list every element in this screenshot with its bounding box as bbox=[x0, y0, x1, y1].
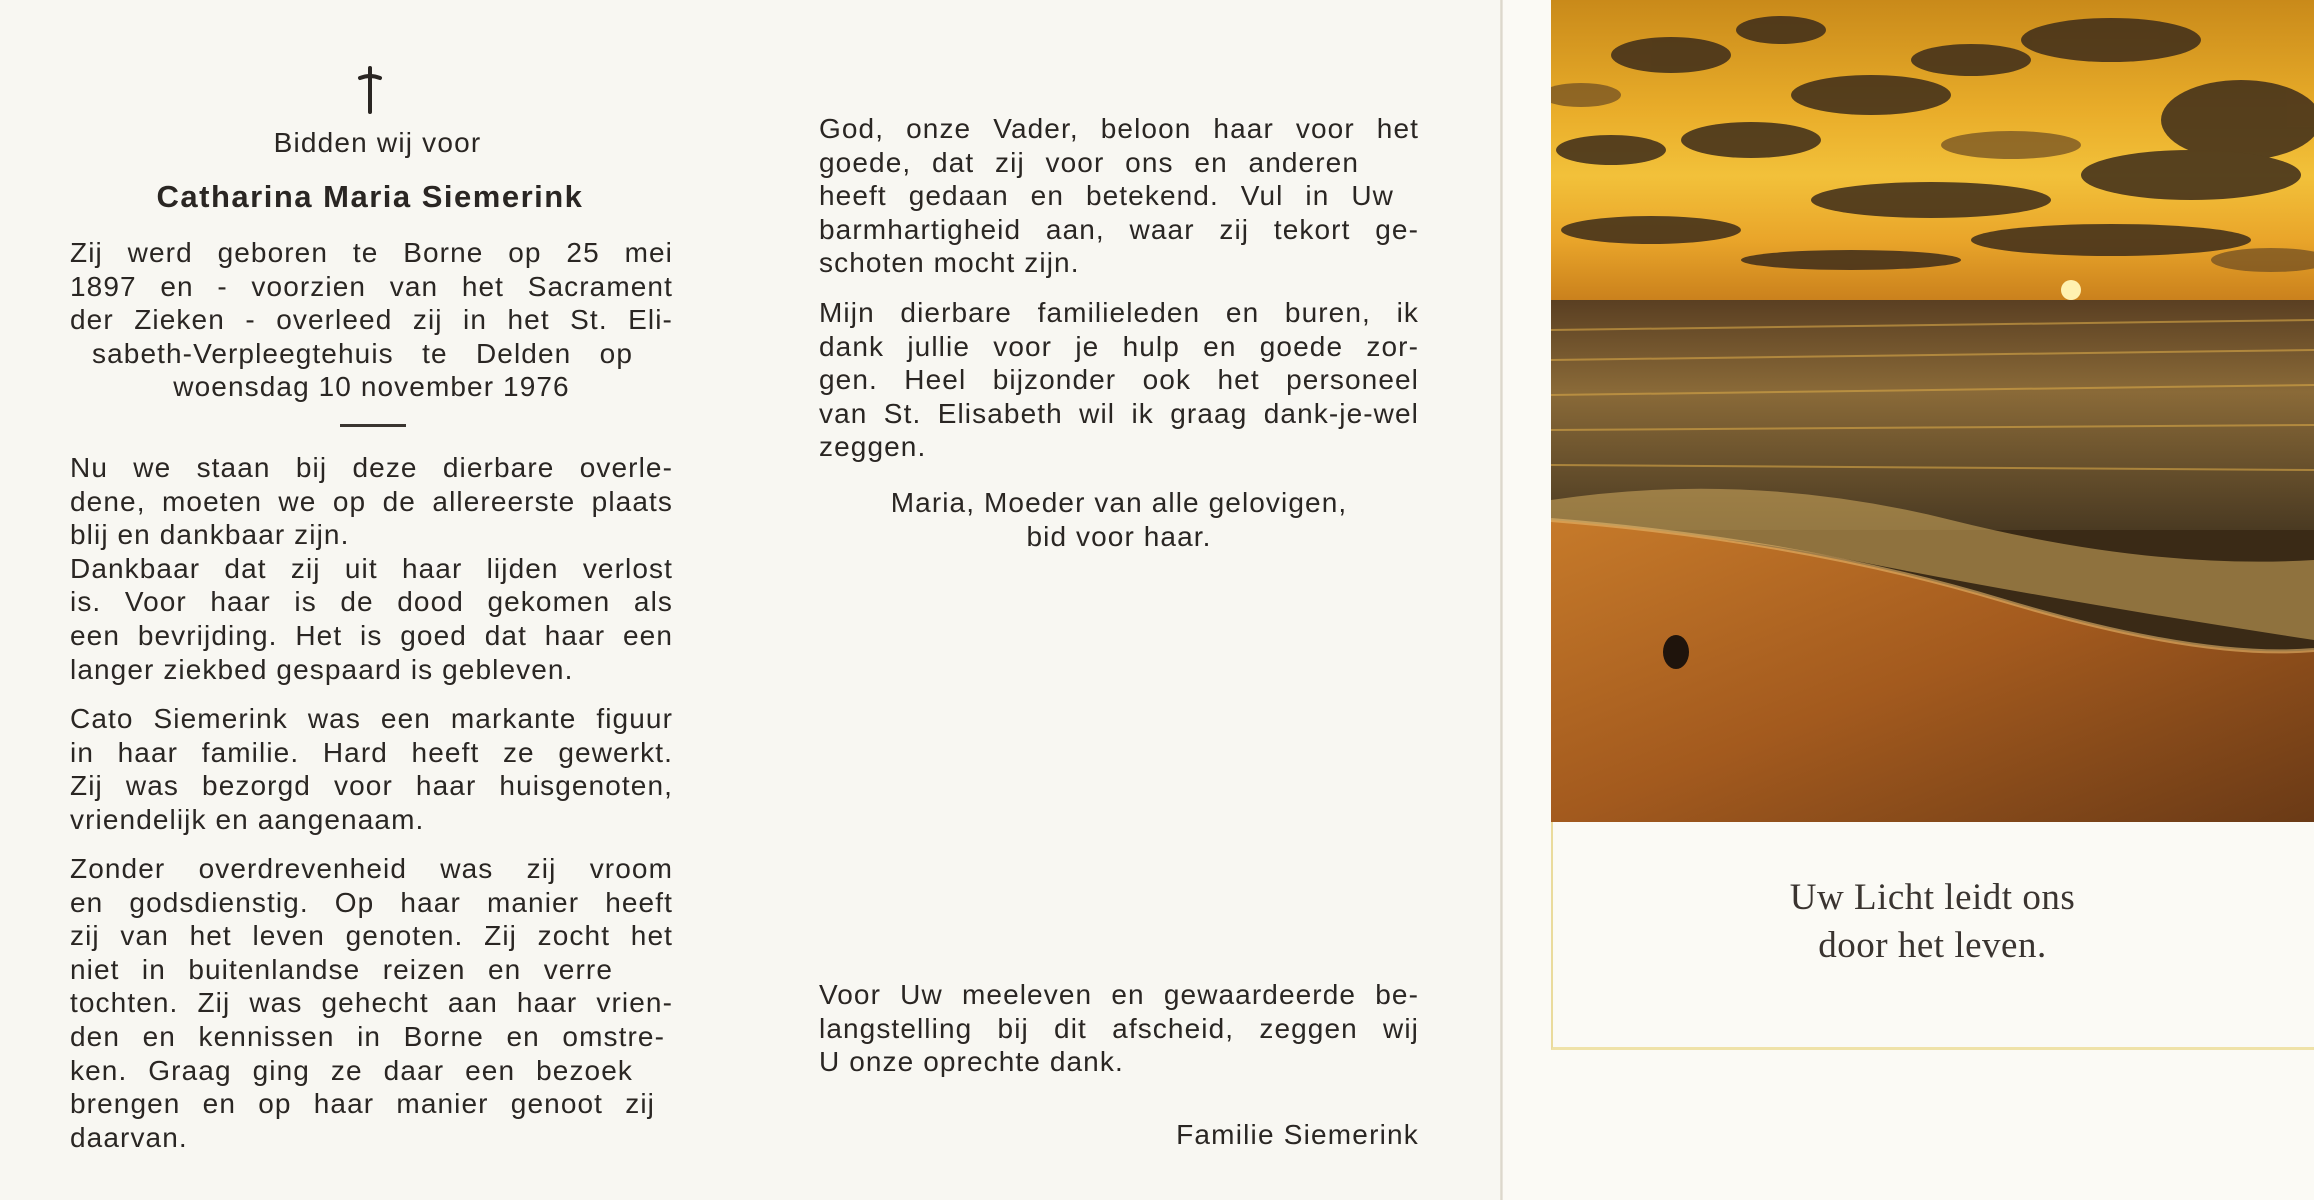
birth-line: Zij werd geboren te Borne op 25 mei bbox=[70, 237, 673, 268]
divider-rule bbox=[340, 424, 406, 427]
text-line: gen. Heel bijzonder ook het personeel bbox=[819, 364, 1419, 396]
death-date-line: woensdag 10 november 1976 bbox=[173, 371, 570, 403]
text-line: God, onze Vader, beloon haar voor het bbox=[819, 113, 1419, 144]
text-line: tochten. Zij was gehecht aan haar vrien- bbox=[70, 987, 673, 1019]
text-line: Maria, Moeder van alle gelovigen, bbox=[890, 487, 1348, 518]
text-line: niet in buitenlandse reizen en verre bbox=[70, 953, 613, 985]
text-line: langer ziekbed gespaard is gebleven. bbox=[70, 653, 574, 685]
text-line: Dankbaar dat zij uit haar lijden verlost bbox=[70, 552, 673, 584]
text-line: brengen en op haar manier genoot zij bbox=[70, 1088, 655, 1120]
paragraph-3 bbox=[70, 852, 673, 1154]
text-line: zeggen. bbox=[819, 431, 927, 463]
birth-death-paragraph bbox=[70, 236, 673, 404]
middle-panel bbox=[755, 0, 1500, 1200]
text-line: Nu we staan bij deze dierbare overle- bbox=[70, 452, 673, 483]
thanks-paragraph bbox=[819, 296, 1419, 464]
text-line: een bevrijding. Het is goed dat haar een bbox=[70, 619, 673, 651]
signature: Familie Siemerink bbox=[1176, 1119, 1419, 1150]
text-line: en godsdienstig. Op haar manier heeft bbox=[70, 886, 673, 918]
text-line: Voor Uw meeleven en gewaardeerde be- bbox=[819, 979, 1419, 1010]
text-line: Cato Siemerink was een markante figuur bbox=[70, 703, 673, 734]
birth-line: sabeth-Verpleegtehuis te Delden op bbox=[92, 337, 633, 369]
prayer-paragraph bbox=[819, 112, 1419, 280]
text-line: blij en dankbaar zijn. bbox=[70, 519, 350, 551]
text-line: barmhartigheid aan, waar zij tekort ge- bbox=[819, 213, 1419, 245]
text-line: bid voor haar. bbox=[1026, 520, 1212, 552]
left-panel bbox=[0, 0, 755, 1200]
text-line: dank jullie voor je hulp en goede zor- bbox=[819, 330, 1419, 362]
text-line: dene, moeten we op de allereerste plaats bbox=[70, 485, 673, 517]
closing-paragraph bbox=[819, 978, 1419, 1079]
caption-line: door het leven. bbox=[1818, 925, 2047, 966]
text-line: vriendelijk en aangenaam. bbox=[70, 803, 425, 835]
text-line: goede, dat zij voor ons en anderen bbox=[819, 146, 1359, 178]
text-line: zij van het leven genoten. Zij zocht het bbox=[70, 920, 673, 952]
caption-line: Uw Licht leidt ons bbox=[1789, 877, 2076, 918]
right-panel bbox=[1503, 0, 2314, 1200]
sunset-beach-photo bbox=[1551, 0, 2314, 822]
text-line: daarvan. bbox=[70, 1121, 188, 1153]
birth-line: 1897 en - voorzien van het Sacrament bbox=[70, 270, 673, 302]
paragraph-2 bbox=[70, 702, 673, 836]
text-line: Zij was bezorgd voor haar huisgenoten, bbox=[70, 770, 673, 802]
maria-prayer bbox=[819, 486, 1419, 553]
text-line: den en kennissen in Borne en omstre- bbox=[70, 1020, 665, 1052]
cross-icon bbox=[355, 64, 385, 114]
text-line: Zonder overdrevenheid was zij vroom bbox=[70, 853, 673, 884]
paragraph-1 bbox=[70, 451, 673, 686]
text-line: in haar familie. Hard heeft ze gewerkt. bbox=[70, 736, 673, 768]
deceased-name: Catharina Maria Siemerink bbox=[156, 179, 584, 214]
text-line: Mijn dierbare familieleden en buren, ik bbox=[819, 297, 1419, 328]
text-line: schoten mocht zijn. bbox=[819, 247, 1080, 279]
text-line: ken. Graag ging ze daar een bezoek bbox=[70, 1054, 633, 1086]
text-line: langstelling bij dit afscheid, zeggen wij bbox=[819, 1012, 1419, 1044]
intro-text: Bidden wij voor bbox=[273, 127, 482, 158]
text-line: is. Voor haar is de dood gekomen als bbox=[70, 586, 673, 618]
birth-line: der Zieken - overleed zij in het St. Eli- bbox=[70, 304, 673, 336]
text-line: U onze oprechte dank. bbox=[819, 1046, 1124, 1078]
text-line: van St. Elisabeth wil ik graag dank-je-wel bbox=[819, 397, 1419, 429]
text-line: heeft gedaan en betekend. Vul in Uw bbox=[819, 180, 1394, 212]
